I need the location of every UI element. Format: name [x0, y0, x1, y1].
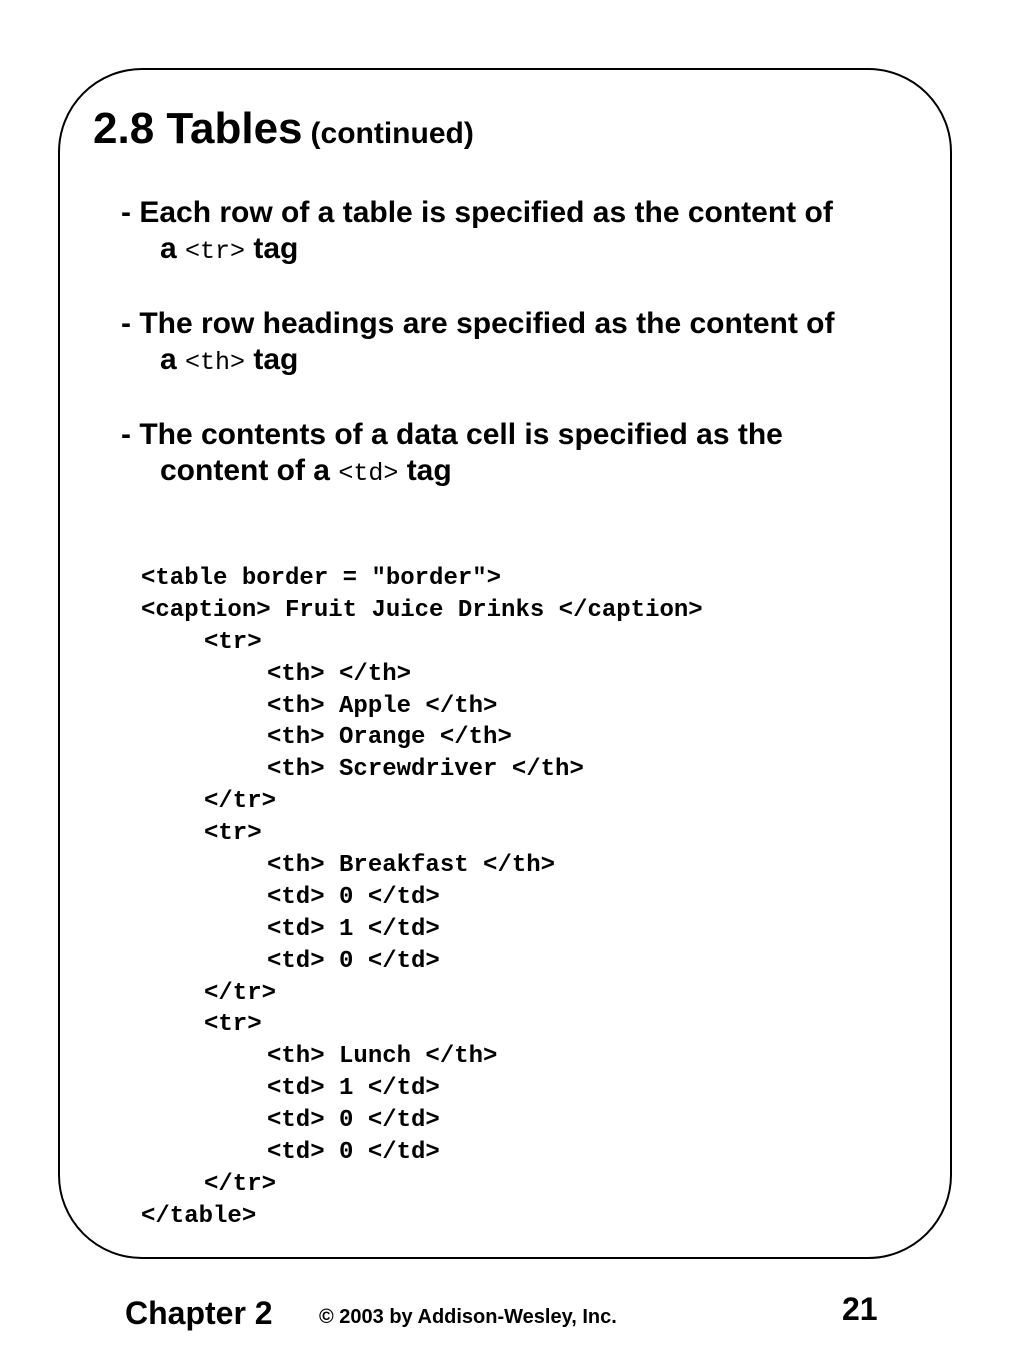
slide-title — [93, 104, 474, 154]
bullet-line1: - The row headings are specified as the content of — [121, 307, 835, 340]
code-line: <caption> Fruit Juice Drinks </caption> — [141, 596, 703, 624]
code-line: <tr> — [204, 1011, 262, 1039]
bullet-line2 — [121, 231, 833, 270]
code-line: <th> Screwdriver </th> — [267, 756, 584, 784]
bullet-line1: - The contents of a data cell is specified as the — [121, 418, 783, 451]
bullet-tag: <tr> — [185, 237, 246, 266]
bullet-line2-suffix: tag — [245, 343, 299, 376]
code-line: <tr> — [204, 820, 262, 848]
code-line: <th> Lunch </th> — [267, 1043, 498, 1071]
bullet-item — [121, 417, 783, 492]
footer-chapter: Chapter 2 — [125, 1295, 273, 1331]
code-line: <table border = "border"> — [141, 565, 502, 592]
code-line: <td> 0 </td> — [267, 1139, 440, 1167]
bullet-item — [121, 306, 834, 381]
code-line: <th> Orange </th> — [267, 724, 512, 752]
bullet-line1: - Each row of a table is specified as the content of — [121, 196, 833, 229]
bullet-line2-suffix: tag — [398, 454, 452, 487]
code-line: <th> Breakfast </th> — [267, 852, 556, 880]
title-suffix: (continued) — [310, 117, 474, 150]
code-line: <td> 1 </td> — [267, 1075, 440, 1103]
bullet-line2-prefix: a — [160, 343, 186, 376]
page-number: 21 — [842, 1291, 878, 1327]
code-line: </table> — [141, 1202, 257, 1230]
code-line: <td> 0 </td> — [267, 883, 440, 911]
title-main: 2.8 Tables — [93, 104, 303, 153]
code-line: <th> Apple </th> — [267, 692, 498, 720]
footer-copyright: © 2003 by Addison-Wesley, Inc. — [319, 1306, 617, 1328]
bullet-line2-prefix: a — [160, 232, 186, 265]
bullet-item — [121, 195, 833, 270]
code-line: </tr> — [204, 788, 277, 816]
bullet-line2 — [121, 342, 834, 381]
bullet-line2-prefix: content of a — [160, 454, 339, 487]
code-line: <td> 0 </td> — [267, 1107, 440, 1135]
bullet-line2 — [121, 453, 783, 492]
code-line: </tr> — [204, 1170, 277, 1198]
code-line: </tr> — [204, 979, 277, 1007]
code-line: <td> 0 </td> — [267, 947, 440, 975]
code-line: <td> 1 </td> — [267, 915, 440, 943]
code-line: <th> </th> — [267, 660, 412, 688]
code-line: <tr> — [204, 628, 262, 656]
code-block — [141, 563, 703, 1233]
bullet-tag: <th> — [185, 348, 246, 377]
bullet-tag: <td> — [338, 459, 399, 488]
bullet-line2-suffix: tag — [245, 232, 299, 265]
